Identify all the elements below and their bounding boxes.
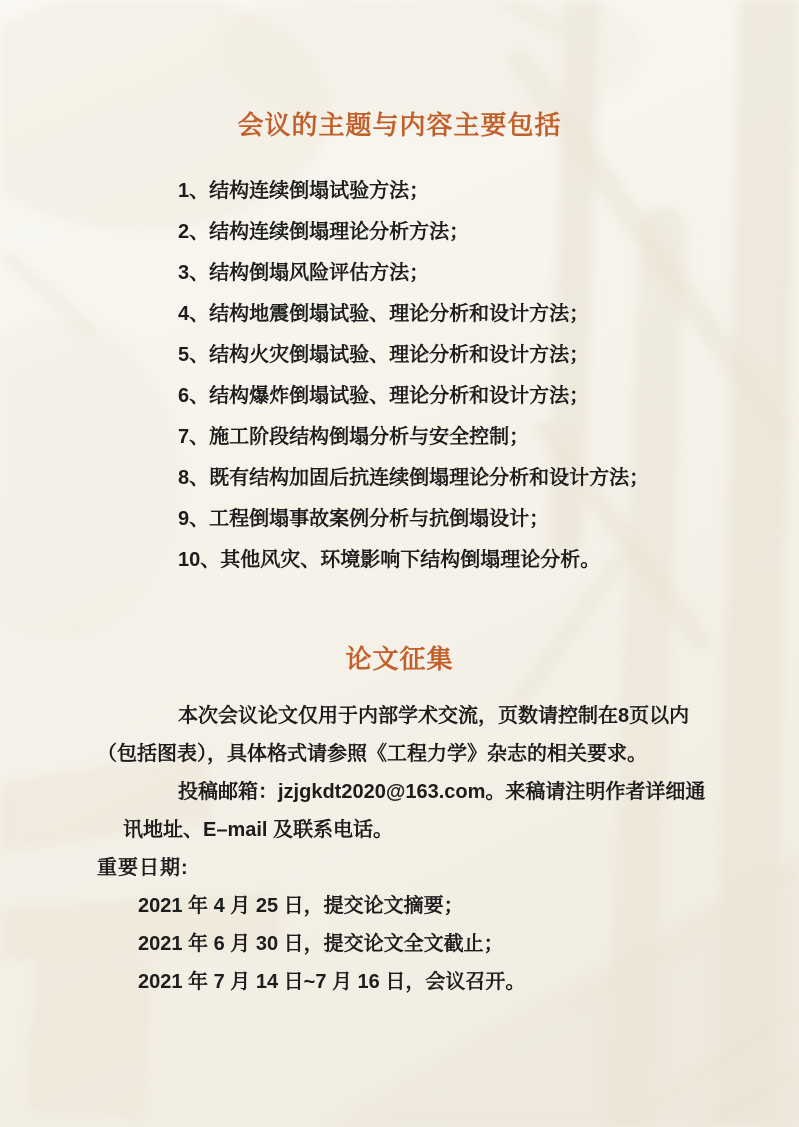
paragraph-line: 本次会议论文仅用于内部学术交流，页数请控制在8页以内 [178, 705, 690, 727]
topics-section-title: 会议的主题与内容主要包括 [237, 110, 562, 140]
call-for-papers-body [97, 697, 799, 1001]
paragraph-line-submission-email: 投稿邮箱：jzjgkdt2020@163.com。来稿请注明作者详细通 [178, 781, 706, 803]
topic-item: 1、结构连续倒塌试验方法； [178, 180, 430, 202]
topic-item: 5、结构火灾倒塌试验、理论分析和设计方法； [178, 344, 590, 366]
topic-item: 7、施工阶段结构倒塌分析与安全控制； [178, 426, 530, 448]
important-date-line: 2021 年 6 月 30 日，提交论文全文截止； [138, 933, 504, 955]
paragraph-line: 讯地址、E–mail 及联系电话。 [123, 819, 394, 841]
call-for-papers-title: 论文征集 [345, 644, 454, 674]
topics-list [0, 171, 799, 581]
topic-item: 6、结构爆炸倒塌试验、理论分析和设计方法； [178, 385, 590, 407]
important-date-line: 2021 年 7 月 14 日~7 月 16 日，会议召开。 [138, 971, 526, 993]
topic-item: 10、其他风灾、环境影响下结构倒塌理论分析。 [178, 549, 601, 571]
paragraph-line: （包括图表），具体格式请参照《工程力学》杂志的相关要求。 [97, 743, 647, 765]
topic-item: 8、既有结构加固后抗连续倒塌理论分析和设计方法； [178, 467, 650, 489]
topic-item: 2、结构连续倒塌理论分析方法； [178, 221, 470, 243]
important-dates-heading: 重要日期: [97, 857, 189, 879]
topic-item: 3、结构倒塌风险评估方法； [178, 262, 430, 284]
important-date-line: 2021 年 4 月 25 日，提交论文摘要； [138, 895, 464, 917]
topic-item: 4、结构地震倒塌试验、理论分析和设计方法； [178, 303, 590, 325]
topic-item: 9、工程倒塌事故案例分析与抗倒塌设计； [178, 508, 550, 530]
